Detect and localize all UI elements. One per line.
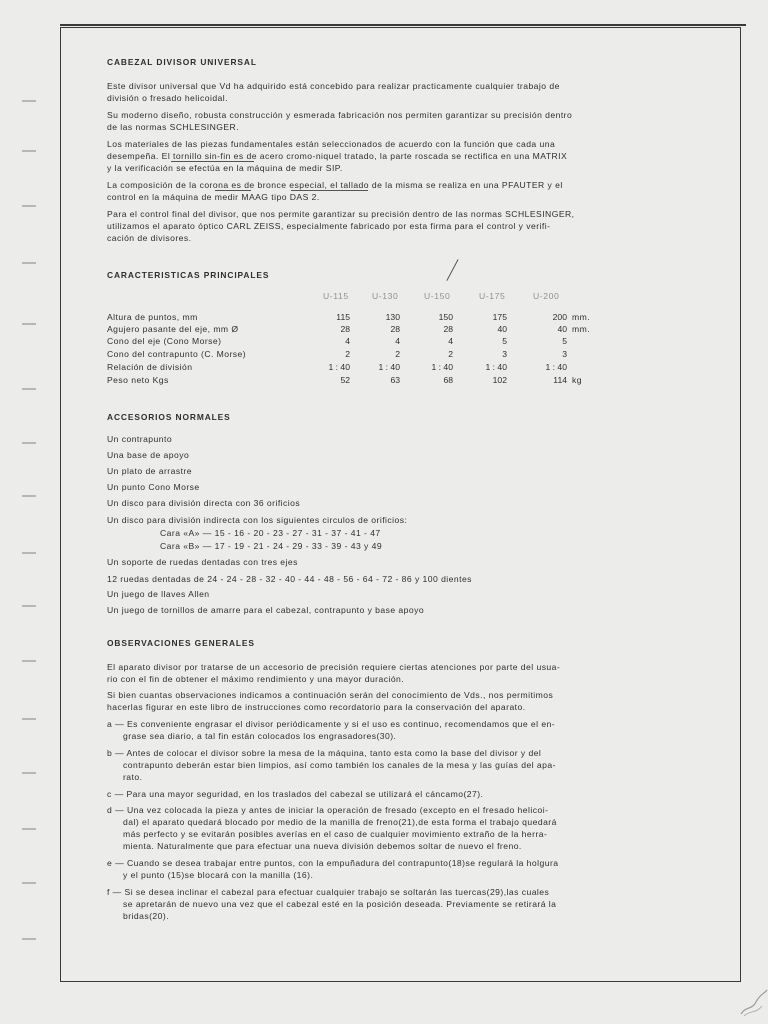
- accessory-item: Un punto Cono Morse: [107, 482, 200, 492]
- spec-label: Peso neto Kgs: [107, 375, 169, 385]
- specs-heading: CARACTERISTICAS PRINCIPALES: [107, 270, 270, 280]
- spec-value: 68: [443, 375, 453, 385]
- observation-line: Si bien cuantas observaciones indicamos a continuación serán del conocimiento de Vds., nos permitimos: [107, 690, 554, 700]
- observation-line: b — Antes de colocar el divisor sobre la mesa de la máquina, tanto esta como la base del divisor y del: [107, 748, 542, 758]
- intro-line: control en la máquina de medir MAAG tipo DAS 2.: [107, 192, 320, 202]
- observation-line: dal) el aparato quedará blocado por medio de la manilla de freno(21),de esta forma el trabajo quedará: [123, 817, 557, 827]
- intro-line: y la verificación se efectúa en la máquina de medir SIP.: [107, 163, 343, 173]
- intro-line: Este divisor universal que Vd ha adquirido está concebido para realizar practicamente cualquier trabajo de: [107, 81, 560, 91]
- spec-value: 5: [502, 336, 507, 346]
- accessory-item: Un plato de arrastre: [107, 466, 192, 476]
- spec-label: Cono del contrapunto (C. Morse): [107, 349, 247, 359]
- column-header: U-150: [424, 291, 451, 301]
- binder-mark: [22, 718, 36, 720]
- accessory-item: Un disco para división indirecta con los siguientes circulos de orificios:: [107, 515, 408, 525]
- spec-value: 4: [395, 336, 400, 346]
- scan-smudge-icon: [738, 984, 768, 1018]
- accessory-item: Un juego de llaves Allen: [107, 589, 210, 599]
- observation-line: hacerlas figurar en este libro de instrucciones como recordatorio para la conservación del aparato.: [107, 702, 526, 712]
- accessory-subitem: Cara «B» — 17 - 19 - 21 - 24 - 29 - 33 - 39 - 43 y 49: [160, 541, 383, 551]
- spec-label: Agujero pasante del eje, mm Ø: [107, 324, 239, 334]
- accessory-item: Una base de apoyo: [107, 450, 190, 460]
- spec-value: 150: [438, 312, 453, 322]
- spec-value: 102: [492, 375, 507, 385]
- intro-line: Su moderno diseño, robusta construcción y esmerada fabricación nos permiten garantizar su precisión dentro: [107, 110, 573, 120]
- binder-mark: [22, 205, 36, 207]
- observation-line: c — Para una mayor seguridad, en los traslados del cabezal se utilizará el cáncamo(27).: [107, 789, 484, 799]
- spec-value: 200: [552, 312, 567, 322]
- document-title: CABEZAL DIVISOR UNIVERSAL: [107, 57, 257, 67]
- handwritten-underline: [291, 190, 368, 191]
- spec-value: 2: [395, 349, 400, 359]
- spec-value: 63: [390, 375, 400, 385]
- intro-line: de las normas SCHLESINGER.: [107, 122, 240, 132]
- spec-value: 1 : 40: [545, 362, 567, 372]
- observation-line: se apretarán de nuevo una vez que el cabezal esté en la posición deseada. Previamente se retirará la: [123, 899, 557, 909]
- intro-line: cación de divisores.: [107, 233, 192, 243]
- spec-value: 5: [562, 336, 567, 346]
- spec-unit: kg: [572, 375, 582, 385]
- spec-value: 28: [340, 324, 350, 334]
- binder-mark: [22, 388, 36, 390]
- spec-value: 28: [390, 324, 400, 334]
- column-header: U-200: [533, 291, 560, 301]
- observation-line: y el punto (15)se blocará con la manilla (16).: [123, 870, 314, 880]
- accessory-item: Un disco para división directa con 36 orificios: [107, 498, 301, 508]
- spec-value: 1 : 40: [485, 362, 507, 372]
- spec-unit: mm.: [572, 312, 591, 322]
- handwritten-underline: [171, 161, 254, 162]
- page-top-rule: [60, 24, 746, 26]
- binder-mark: [22, 150, 36, 152]
- spec-value: 115: [336, 312, 350, 322]
- column-header: U-175: [479, 291, 506, 301]
- intro-line: división o fresado helicoidal.: [107, 93, 228, 103]
- spec-value: 52: [340, 375, 350, 385]
- observation-line: más perfecto y se evitarán posibles averías en el caso de cualquier movimiento extraño de la herra-: [123, 829, 548, 839]
- observation-line: a — Es conveniente engrasar el divisor periódicamente y si el uso es continuo, recomendamos que el en-: [107, 719, 556, 729]
- intro-line: La composición de la corona es de bronce especial, el tallado de la misma se realiza en una PFAUTER y el: [107, 180, 563, 190]
- intro-line: utilizamos el aparato óptico CARL ZEISS, especialmente fabricado por esta firma para el control y verifi-: [107, 221, 551, 231]
- observation-line: grase sea diario, a tal fin están colocados los engrasadores(30).: [123, 731, 397, 741]
- spec-value: 3: [502, 349, 507, 359]
- spec-value: 1 : 40: [378, 362, 400, 372]
- spec-value: 4: [345, 336, 350, 346]
- spec-label: Relación de división: [107, 362, 193, 372]
- observation-line: e — Cuando se desea trabajar entre puntos, con la empuñadura del contrapunto(18)se regulará la holgura: [107, 858, 559, 868]
- spec-unit: mm.: [572, 324, 591, 334]
- observations-heading: OBSERVACIONES GENERALES: [107, 638, 255, 648]
- binder-mark: [22, 552, 36, 554]
- observation-line: contrapunto deberán estar bien limpios, así como también los canales de la mesa y las guías del apa-: [123, 760, 556, 770]
- accessories-heading: ACCESORIOS NORMALES: [107, 412, 231, 422]
- accessory-item: Un soporte de ruedas dentadas con tres ejes: [107, 557, 298, 567]
- spec-value: 40: [497, 324, 507, 334]
- binder-mark: [22, 828, 36, 830]
- spec-value: 40: [557, 324, 567, 334]
- accessory-item: Un juego de tornillos de amarre para el cabezal, contrapunto y base apoyo: [107, 605, 425, 615]
- binder-mark: [22, 442, 36, 444]
- spec-value: 3: [562, 349, 567, 359]
- spec-value: 2: [345, 349, 350, 359]
- intro-line: Los materiales de las piezas fundamentales están seleccionados de acuerdo con la función que cada una: [107, 139, 556, 149]
- column-header: U-130: [372, 291, 399, 301]
- binder-mark: [22, 882, 36, 884]
- spec-value: 28: [443, 324, 453, 334]
- intro-line: Para el control final del divisor, que nos permite garantizar su precisión dentro de las normas SCHLESINGER,: [107, 209, 575, 219]
- observation-line: d — Una vez colocada la pieza y antes de iniciar la operación de fresado (excepto en el fresado helicoi-: [107, 805, 549, 815]
- spec-value: 1 : 40: [431, 362, 453, 372]
- binder-mark: [22, 100, 36, 102]
- binder-mark: [22, 660, 36, 662]
- column-header: U-115: [323, 291, 349, 301]
- accessory-subitem: Cara «A» — 15 - 16 - 20 - 23 - 27 - 31 - 37 - 41 - 47: [160, 528, 381, 538]
- spec-value: 114: [553, 375, 567, 385]
- spec-value: 4: [448, 336, 453, 346]
- spec-value: 1 : 40: [328, 362, 350, 372]
- observation-line: f — Si se desea inclinar el cabezal para efectuar cualquier trabajo se soltarán las tuercas(29),las cuales: [107, 887, 550, 897]
- spec-value: 130: [385, 312, 400, 322]
- accessory-item: Un contrapunto: [107, 434, 173, 444]
- observation-line: mienta. Naturalmente que para efectuar una nueva división debemos soltar de nuevo el freno.: [123, 841, 522, 851]
- binder-mark: [22, 938, 36, 940]
- observation-line: rato.: [123, 772, 143, 782]
- accessory-item: 12 ruedas dentadas de 24 - 24 - 28 - 32 - 40 - 44 - 48 - 56 - 64 - 72 - 86 y 100 dientes: [107, 574, 472, 584]
- spec-value: 2: [448, 349, 453, 359]
- binder-mark: [22, 262, 36, 264]
- spec-label: Altura de puntos, mm: [107, 312, 198, 322]
- binder-mark: [22, 323, 36, 325]
- binder-mark: [22, 495, 36, 497]
- spec-value: 175: [492, 312, 507, 322]
- binder-mark: [22, 605, 36, 607]
- intro-line: desempeña. El tornillo sin-fin es de acero cromo-niquel tratado, la parte roscada se rectifica en una MATRIX: [107, 151, 568, 161]
- observation-line: bridas(20).: [123, 911, 170, 921]
- observation-line: El aparato divisor por tratarse de un accesorio de precisión requiere ciertas atenciones por parte del usua-: [107, 662, 561, 672]
- handwritten-underline: [215, 190, 251, 191]
- observation-line: rio con el fin de obtener el máximo rendimiento y una mayor duración.: [107, 674, 405, 684]
- binder-mark: [22, 772, 36, 774]
- spec-label: Cono del eje (Cono Morse): [107, 336, 222, 346]
